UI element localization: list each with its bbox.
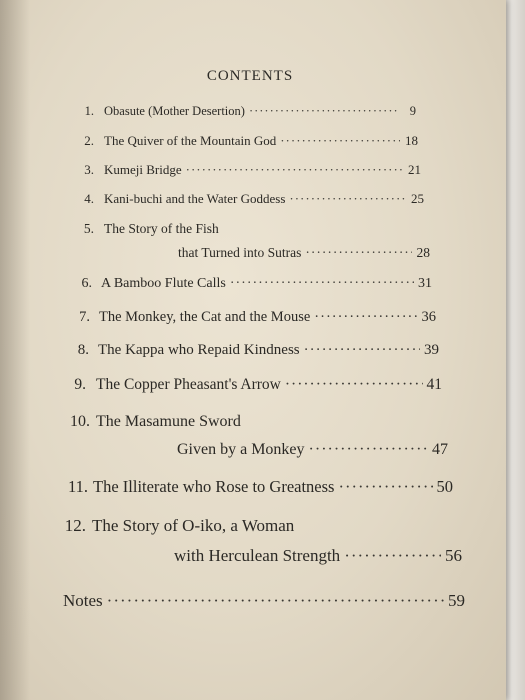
leader-dots <box>285 376 423 394</box>
entry-page: 21 <box>408 162 421 177</box>
leader-dots <box>305 245 412 261</box>
entry-title: The Story of the Fish <box>104 221 219 236</box>
leader-dots <box>304 342 420 359</box>
leader-dots <box>344 546 441 566</box>
contents-heading: CONTENTS <box>206 68 294 84</box>
entry-number: 9. <box>74 376 86 393</box>
entry-title: Kani-buchi and the Water Goddess <box>104 191 286 206</box>
entry-title-continued: Given by a Monkey <box>177 441 305 458</box>
entry-page: 9 <box>409 104 416 118</box>
entry-number: 5. <box>83 221 94 236</box>
entry-page: 56 <box>445 546 462 565</box>
entry-title: The Copper Pheasant's Arrow <box>96 376 281 393</box>
entry-number: 4. <box>84 191 94 206</box>
entry-page: 50 <box>436 477 453 496</box>
entry-number: 10. <box>70 413 90 430</box>
entry-number: 11. <box>67 477 88 496</box>
entry-title: The Monkey, the Cat and the Mouse <box>99 309 311 325</box>
entry-number: 7. <box>79 309 90 325</box>
entry-page: 41 <box>426 376 442 393</box>
leader-dots <box>314 309 417 326</box>
entry-title-continued: with Herculean Strength <box>174 546 341 565</box>
entry-title: Obasute (Mother Desertion) <box>104 104 245 118</box>
leader-dots <box>338 477 432 497</box>
entry-title: A Bamboo Flute Calls <box>101 276 226 291</box>
page-gutter-shadow <box>0 0 30 700</box>
entry-title-continued: that Turned into Sutras <box>178 245 302 260</box>
notes-title: Notes <box>63 591 103 610</box>
entry-page: 18 <box>405 133 418 148</box>
entry-title: Kumeji Bridge <box>104 162 182 177</box>
entry-page: 36 <box>421 309 436 325</box>
entry-number: 6. <box>81 276 92 291</box>
entry-title: The Story of O-iko, a Woman <box>92 516 295 535</box>
background-surface <box>503 0 525 700</box>
leader-dots <box>107 591 444 611</box>
notes-page: 59 <box>448 591 465 610</box>
entry-number: 12. <box>64 516 86 535</box>
entry-number: 2. <box>84 133 94 148</box>
leader-dots <box>186 162 403 178</box>
leader-dots <box>249 104 398 119</box>
entry-page: 47 <box>432 441 448 458</box>
entry-number: 3. <box>84 162 94 177</box>
entry-page: 28 <box>416 245 430 260</box>
leader-dots <box>309 441 428 459</box>
leader-dots <box>289 191 406 207</box>
entry-title: The Quiver of the Mountain God <box>104 133 277 148</box>
entry-number: 8. <box>77 342 89 358</box>
entry-page: 39 <box>424 342 439 358</box>
entry-page: 31 <box>418 276 432 291</box>
leader-dots <box>230 276 414 292</box>
entry-title: The Masamune Sword <box>96 413 241 430</box>
leader-dots <box>280 133 400 149</box>
entry-title: The Kappa who Repaid Kindness <box>98 342 300 358</box>
entry-title: The Illiterate who Rose to Greatness <box>93 477 335 496</box>
entry-number: 1. <box>84 104 94 118</box>
entry-page: 25 <box>411 191 424 206</box>
